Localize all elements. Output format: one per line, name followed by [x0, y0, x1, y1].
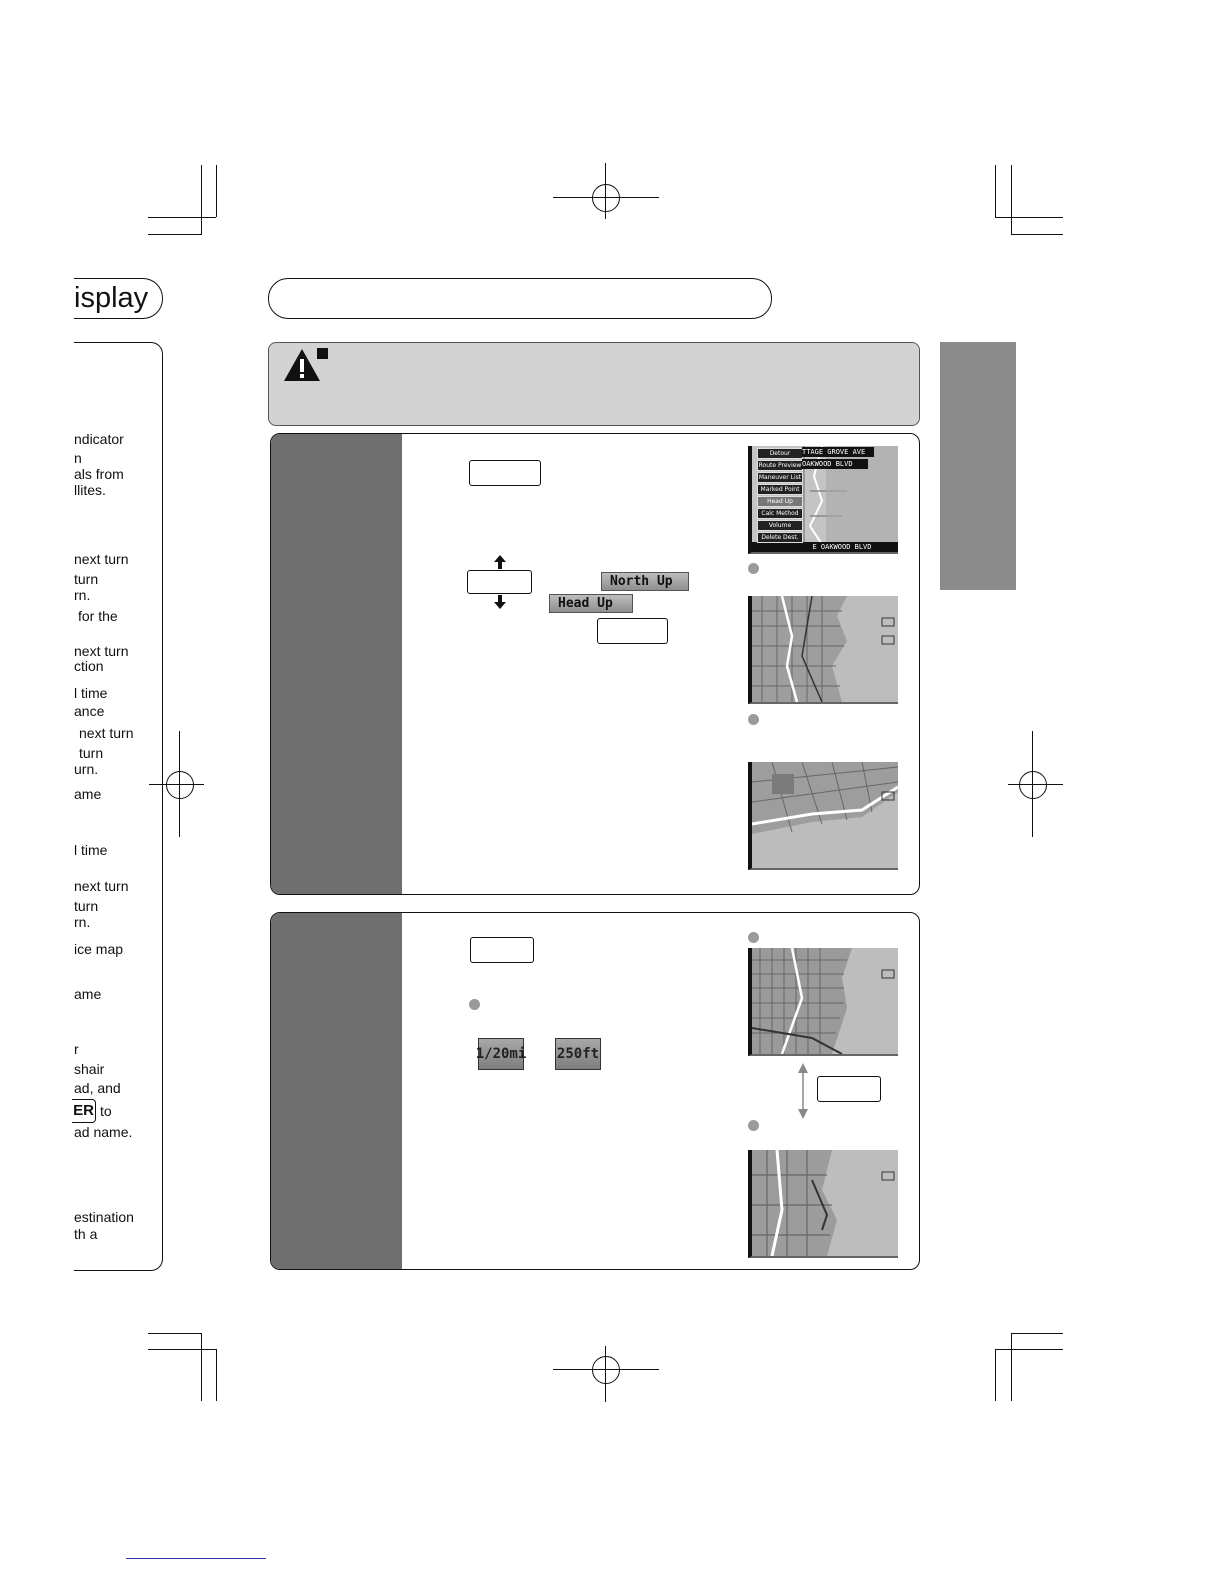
left-text-fragment: n [74, 450, 82, 466]
menu-screen-screenshot [748, 446, 898, 554]
registration-mark [166, 771, 194, 799]
left-text-fragment: ice map [74, 941, 124, 957]
street-name-label: OAKWOOD BLVD [802, 459, 868, 469]
head-up-map-screenshot [748, 762, 898, 870]
left-text-fragment: rn. [74, 587, 91, 603]
bullet-icon [748, 563, 759, 574]
crop-mark [995, 165, 996, 217]
arrow-down-icon [493, 595, 507, 609]
crop-mark [148, 1349, 216, 1350]
enter-button[interactable] [597, 618, 668, 644]
left-text-fragment: estination [74, 1209, 134, 1225]
zoomed-in-map-screenshot [748, 1150, 898, 1258]
menu-item-maneuver-list: Maneuver List [758, 474, 802, 481]
crop-mark [1011, 1333, 1063, 1334]
left-text-fragment: ame [74, 986, 102, 1002]
crop-mark [148, 234, 201, 235]
registration-mark [592, 184, 620, 212]
warning-triangle-icon [282, 347, 322, 383]
left-text-fragment: to [100, 1103, 112, 1119]
left-text-fragment: shair [74, 1061, 105, 1077]
street-name-label: TTAGE GROVE AVE [802, 447, 874, 457]
scale-section [270, 912, 920, 1270]
bullet-icon [748, 714, 759, 725]
arrow-up-icon [493, 555, 507, 569]
menu-item-calc-method: Calc Method [757, 508, 803, 519]
registration-mark [592, 1356, 620, 1384]
chapter-side-tab [940, 342, 1016, 590]
crop-mark [1011, 1333, 1012, 1401]
left-text-fragment: l time [74, 842, 108, 858]
crop-mark [201, 165, 202, 235]
crop-mark [216, 165, 217, 217]
enter-key-icon: ER [72, 1099, 96, 1123]
left-text-fragment: l time [74, 685, 108, 701]
left-text-fragment: turn [74, 571, 99, 587]
left-text-fragment: als from [74, 466, 124, 482]
menu-item-detour: Detour [757, 448, 803, 459]
left-text-fragment: ad, and [74, 1080, 121, 1096]
left-title-text: isplay [74, 282, 149, 314]
left-text-fragment: ame [74, 786, 102, 802]
left-text-fragment: ndicator [74, 431, 124, 447]
registration-mark [1019, 771, 1047, 799]
left-text-fragment: rn. [74, 914, 91, 930]
menu-item-volume: Volume [757, 520, 803, 531]
scale-1-20mi-icon: 1/20mi [478, 1038, 524, 1070]
menu-button[interactable] [469, 460, 541, 486]
left-text-fragment: urn. [74, 761, 99, 777]
warning-box [268, 342, 920, 426]
double-arrow-icon [797, 1063, 809, 1119]
left-text-fragment: ction [74, 658, 104, 674]
north-up-map-screenshot [748, 596, 898, 704]
footer-rule [126, 1558, 266, 1559]
current-street-label: E OAKWOOD BLVD [812, 543, 872, 551]
crop-mark [995, 1349, 1063, 1350]
bullet-icon [748, 932, 759, 943]
left-text-fragment: th a [74, 1226, 98, 1242]
scale-250ft-icon: 250ft [555, 1038, 601, 1070]
zoomed-out-map-screenshot [748, 948, 898, 1056]
crop-mark [148, 217, 216, 218]
zoom-out-button[interactable] [817, 1076, 881, 1102]
left-text-fragment: next turn [74, 551, 129, 567]
left-text-fragment: llites. [74, 482, 106, 498]
left-text-fragment: next turn [74, 878, 129, 894]
square-bullet-icon [317, 348, 328, 359]
head-up-button[interactable]: Head Up [549, 594, 633, 613]
left-text-fragment: for the [78, 608, 118, 624]
menu-item-delete-dest: Delete Dest. [757, 532, 803, 543]
menu-item-route-preview: Route Preview [758, 462, 802, 469]
crop-mark [1011, 234, 1063, 235]
crop-mark [1011, 165, 1012, 235]
left-text-fragment: next turn [79, 725, 134, 741]
crop-mark [148, 1333, 201, 1334]
menu-item-head-up: Head Up [757, 496, 803, 507]
left-text-fragment: r [74, 1041, 79, 1057]
section-label-band [271, 913, 402, 1269]
left-text-fragment: next turn [74, 643, 129, 659]
menu-item-marked-point: Marked Point [757, 484, 803, 495]
orientation-section [270, 433, 920, 895]
bullet-icon [748, 1120, 759, 1131]
crop-mark [995, 217, 1063, 218]
crop-mark [201, 1333, 202, 1401]
left-text-fragment: ad name. [74, 1124, 133, 1140]
map-button[interactable] [467, 570, 532, 594]
page-title-pill [268, 278, 772, 319]
section-label-band [271, 434, 402, 894]
left-text-fragment: turn [74, 898, 99, 914]
left-text-fragment: turn [79, 745, 104, 761]
crop-mark [995, 1349, 996, 1401]
crop-mark [216, 1349, 217, 1401]
left-text-fragment: ance [74, 703, 105, 719]
north-up-button[interactable]: North Up [601, 572, 689, 591]
zoom-button[interactable] [470, 937, 534, 963]
bullet-icon [469, 999, 480, 1010]
